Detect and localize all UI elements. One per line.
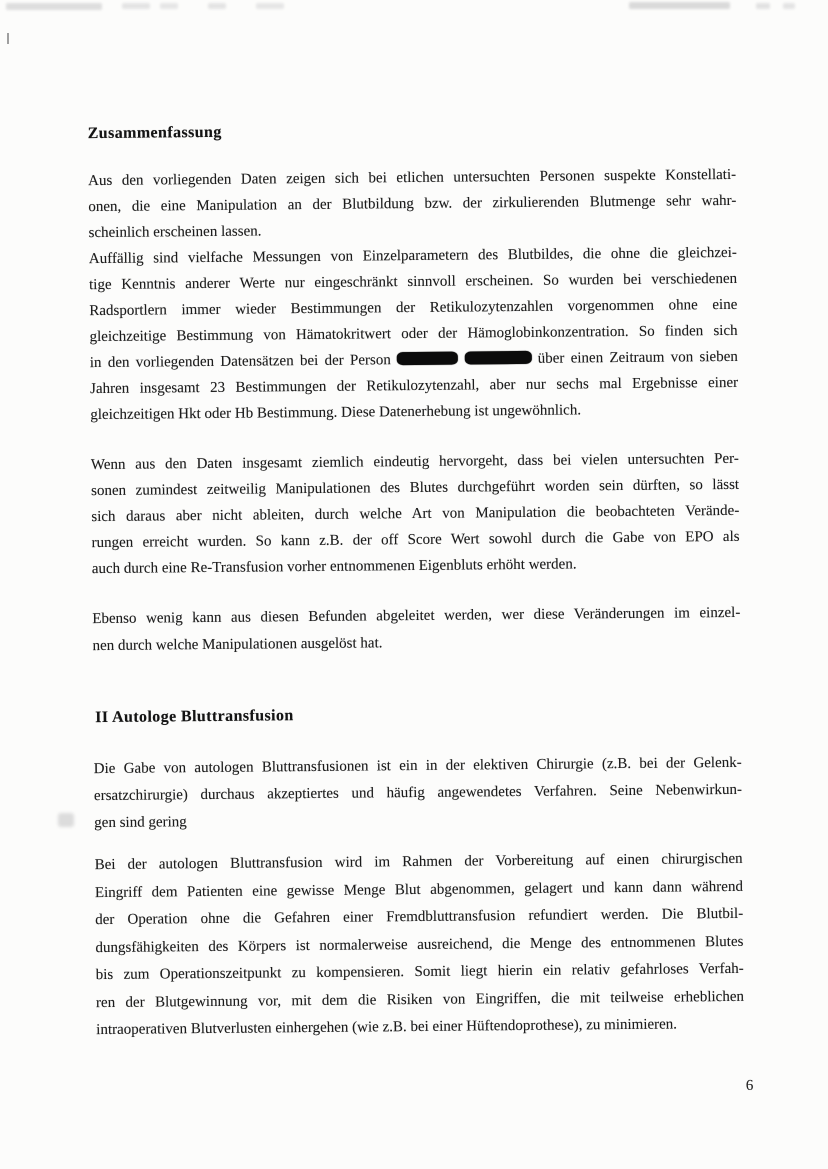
paragraph-auffaellige-messungen xyxy=(89,240,739,428)
text-line: ersatzchirurgie) durchaus akzeptiertes und häufig angewendetes Verfahren. Seine Nebenwirkun- xyxy=(93,781,743,805)
text-line: scheinlich erscheinen lassen. xyxy=(88,223,262,242)
paragraph-suspekte-konstellationen xyxy=(88,162,737,246)
text-line: bis zum Operationszeitpunkt zu kompensieren. Somit liegt hierin ein relativ gefahrloses Verfah- xyxy=(95,960,744,984)
text-line: Ebenso wenig kann aus diesen Befunden abgeleitet werden, wer diese Veränderungen im einzel- xyxy=(92,604,741,628)
text-line: Eingriff dem Patienten eine gewisse Menge Blut abgenommen, gelagert und kann dann während xyxy=(94,878,743,901)
paragraph-elektive-chirurgie xyxy=(94,750,743,837)
text-line: intraoperativen Blutverlusten einhergehen (wie z.B. bei einer Hüftendoprothese), zu minimieren. xyxy=(96,1016,678,1039)
text-line: sonen zumindest zeitweilig Manipulationen des Blutes durchgeführt worden sein dürften, so lässt xyxy=(91,476,740,500)
text-line: Wenn aus den Daten insgesamt ziemlich eindeutig hervorgeht, dass bei vielen untersuchten Per- xyxy=(90,450,739,474)
text-line: nen durch welche Manipulationen ausgelöst hat. xyxy=(92,635,383,655)
text-line: ren der Blutgewinnung vor, mit dem die Risiken von Eingriffen, die mit teilweise erheblichen xyxy=(95,988,745,1011)
text-line: Auffällig sind vielfache Messungen von Einzelparametern des Blutbildes, die ohne die gleichzei- xyxy=(88,244,737,268)
text-line: Jahren insgesamt 23 Bestimmungen der Retikulozytenzahl, aber nur sechs mal Ergebnisse einer xyxy=(90,374,739,398)
text-line: tige Kenntnis anderer Werte nur eingeschränkt sinnvoll erscheinen. So wurden bei verschiedenen xyxy=(89,270,738,294)
paragraph-art-der-manipulation xyxy=(91,446,740,582)
text-line: Radsportlern immer wieder Bestimmungen der Retikulozytenzahlen vorgenommen ohne eine xyxy=(89,296,738,320)
text-line: Bei der autologen Bluttransfusion wird im Rahmen der Vorbereitung auf einen chirurgischen xyxy=(94,850,743,874)
paragraph-verfahren-blutgewinnung xyxy=(95,846,745,1045)
text-line: in den vorliegenden Datensätzen bei der Person über einen Zeitraum von sieben xyxy=(89,348,738,372)
redaction-bar xyxy=(397,352,458,366)
text-line: rungen erreicht wurden. So kann z.B. der off Score Wert sowohl durch die Gabe von EPO als xyxy=(91,528,740,552)
section-heading-zusammenfassung: Zusammenfassung xyxy=(87,123,222,143)
text-line: onen, die eine Manipulation an der Blutbildung bzw. der zirkulierenden Blutmenge sehr wahr- xyxy=(88,192,737,216)
text-line: auch durch eine Re-Transfusion vorher entnommenen Eigenbluts erhöht werden. xyxy=(91,556,577,578)
text-line: Die Gabe von autologen Bluttransfusionen ist ein in der elektiven Chirurgie (z.B. bei der Gelenk- xyxy=(93,754,742,778)
text-line: gleichzeitige Bestimmung von Hämatokritwert oder der Hämoglobinkonzentration. So finden sich xyxy=(89,322,738,346)
text-line: gen sind gering xyxy=(94,814,187,832)
text-line: dungsfähigkeiten des Körpers ist normalerweise ausreichend, die Menge des entnommenen Blutes xyxy=(95,933,744,956)
paragraph-wer-ausgeloest xyxy=(92,600,740,660)
text-line: der Operation ohne die Gefahren einer Fremdbluttransfusion refundiert werden. Die Blutbil- xyxy=(95,905,744,929)
text-line: Aus den vorliegenden Daten zeigen sich bei etlichen untersuchten Personen suspekte Konstellati- xyxy=(88,166,737,190)
section-heading-autologe-bluttransfusion: II Autologe Bluttransfusion xyxy=(95,707,294,727)
page-number: 6 xyxy=(745,1077,754,1094)
text-line: gleichzeitigen Hkt oder Hb Bestimmung. Diese Datenerhebung ist ungewöhnlich. xyxy=(90,402,582,424)
redaction-bar xyxy=(464,351,531,365)
text-line: sich daraus aber nicht ableiten, durch welche Art von Manipulation die beobachteten Verände- xyxy=(91,502,740,526)
